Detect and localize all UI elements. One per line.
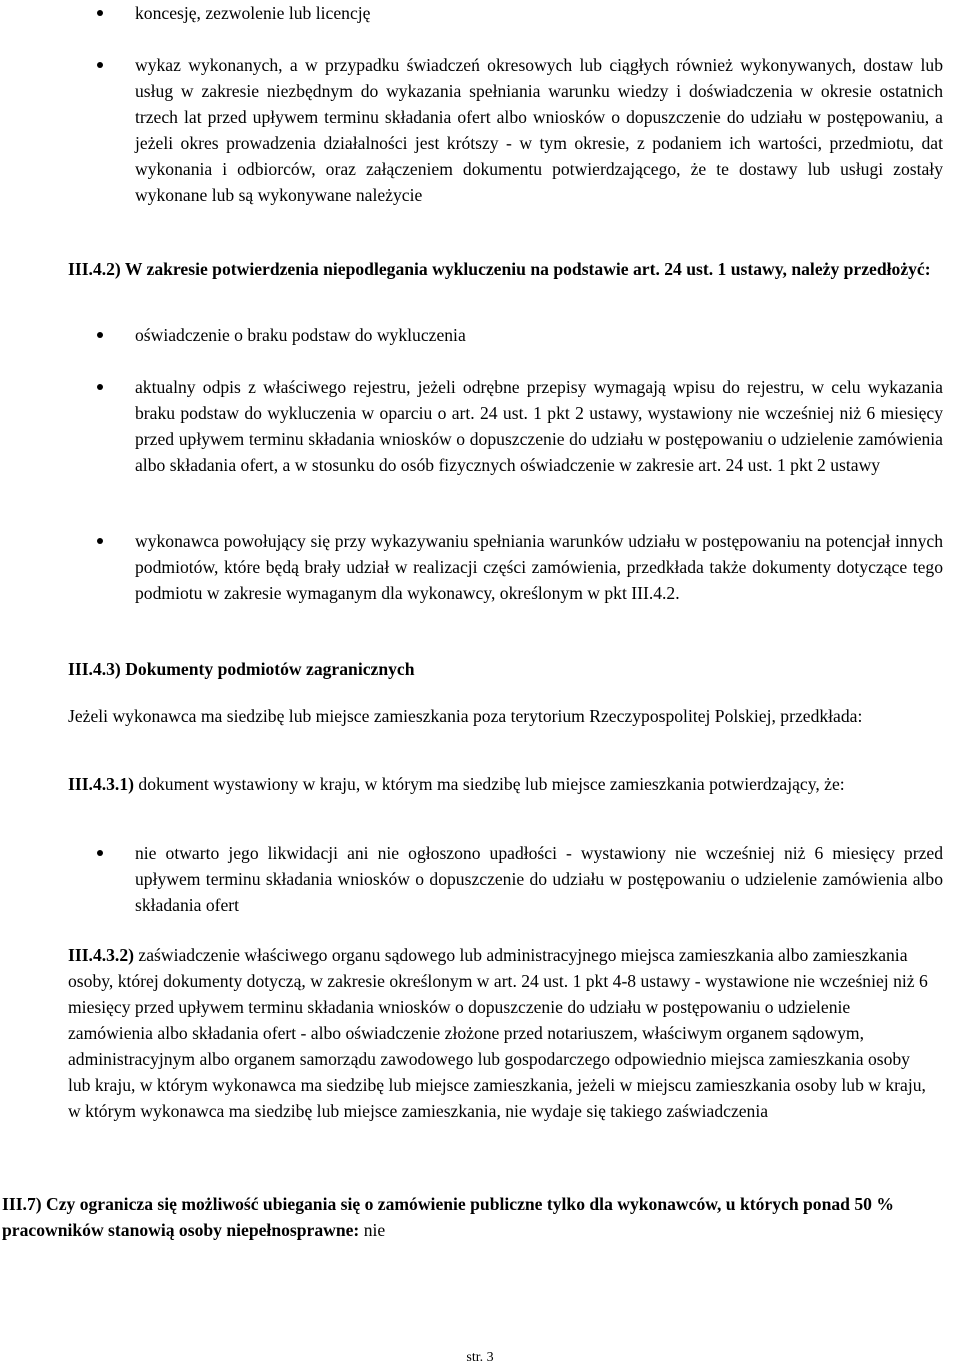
list-item-text: nie otwarto jego likwidacji ani nie ogłoszono upadłości - wystawiony nie wcześniej niż 6 miesięcy przed upływem terminu składania wniosków o dopuszczenie do udziału w postępowaniu o udzielenie zamówienia albo składania ofert — [135, 843, 943, 915]
bullet-icon — [97, 850, 103, 856]
list-item-text: wykonawca powołujący się przy wykazywaniu spełniania warunków udziału w postępowaniu na potencjał innych podmiotów, które będą brały udział w realizacji części zamówienia, przedkłada także dokumenty dotyczące tego podmiotu w zakresie wymaganym dla wykonawcy, określonym w pkt III.4.2. — [135, 531, 943, 603]
list-item-text: aktualny odpis z właściwego rejestru, jeżeli odrębne przepisy wymagają wpisu do rejestru, w celu wykazania braku podstaw do wykluczenia w oparciu o art. 24 ust. 1 pkt 2 ustawy, wystawiony nie wcześniej niż 6 miesięcy przed upływem terminu składania wniosków o dopuszczenie do udziału w postępowaniu o udzielenie zamówienia albo składania ofert, a w stosunku do osób fizycznych oświadczenie w zakresie art. 24 ust. 1 pkt 2 ustawy — [135, 377, 943, 475]
list-item — [135, 52, 943, 208]
list-item — [135, 528, 943, 606]
foreign-entities-intro: Jeżeli wykonawca ma siedzibę lub miejsce zamieszkania poza terytorium Rzeczypospolitej Polskiej, przedkłada: — [68, 706, 863, 726]
bullet-icon — [97, 384, 103, 390]
answer-value: nie — [359, 1220, 386, 1240]
page-number: str. 3 — [466, 1350, 494, 1365]
bullet-icon — [97, 332, 103, 338]
item-text: zaświadczenie właściwego organu sądowego lub administracyjnego miejsca zamieszkania albo zamieszkania osoby, której dokumenty dotyczą, w zakresie określonym w art. 24 ust. 1 pkt 4-8 ustawy - wystawione nie wcześniej niż 6 miesięcy przed upływem terminu składania wniosków o dopuszczenie do udziału w postępowaniu o udzielenie zamówienia albo składania ofert - albo oświadczenie złożone przed notariuszem, właściwym organem sądowym, administracyjnym albo organem samorządu zawodowego lub gospodarczego odpowiednio miejsca zamieszkania osoby lub kraju, w którym wykonawca ma siedzibę lub miejsce zamieszkania, jeżeli w miejscu zamieszkania osoby lub w kraju, w którym wykonawca ma siedzibę lub miejsce zamieszkania, nie wydaje się takiego zaświadczenia — [68, 945, 928, 1121]
item-text: dokument wystawiony w kraju, w którym ma siedzibę lub miejsce zamieszkania potwierdzający, że: — [134, 774, 845, 794]
list-item — [135, 322, 943, 348]
list-item — [135, 374, 943, 478]
item-label: III.4.3.1) — [68, 774, 134, 794]
item-4-3-2 — [68, 942, 930, 1124]
bullet-icon — [97, 538, 103, 544]
section-7-question — [2, 1191, 937, 1243]
item-4-3-1 — [68, 771, 928, 797]
item-label: III.4.3.2) — [68, 945, 134, 965]
list-item — [135, 840, 943, 918]
question-text: III.7) Czy ogranicza się możliwość ubiegania się o zamówienie publiczne tylko dla wykonawców, u których ponad 50 % pracowników stanowią osoby niepełnosprawne: — [2, 1194, 894, 1240]
bullet-icon — [97, 62, 103, 68]
list-item — [135, 0, 943, 26]
section-heading-4-3: III.4.3) Dokumenty podmiotów zagranicznych — [68, 659, 415, 679]
bullet-icon — [97, 10, 103, 16]
section-heading-4-2: III.4.2) W zakresie potwierdzenia niepodlegania wykluczeniu na podstawie art. 24 ust. 1 ustawy, należy przedłożyć: — [68, 259, 931, 279]
list-item-text: koncesję, zezwolenie lub licencję — [135, 3, 371, 23]
list-item-text: wykaz wykonanych, a w przypadku świadczeń okresowych lub ciągłych również wykonywanych, dostaw lub usług w zakresie niezbędnym do wykazania spełniania warunku wiedzy i doświadczenia w okresie ostatnich trzech lat przed upływem terminu składania ofert albo wniosków o dopuszczenie do udziału w postępowaniu, a jeżeli okres prowadzenia działalności jest krótszy - w tym okresie, z podaniem ich wartości, przedmiotu, dat wykonania i odbiorców, oraz załączeniem dokumentu potwierdzającego, że te dostawy lub usługi zostały wykonane lub są wykonywane należycie — [135, 55, 943, 205]
list-item-text: oświadczenie o braku podstaw do wykluczenia — [135, 325, 466, 345]
